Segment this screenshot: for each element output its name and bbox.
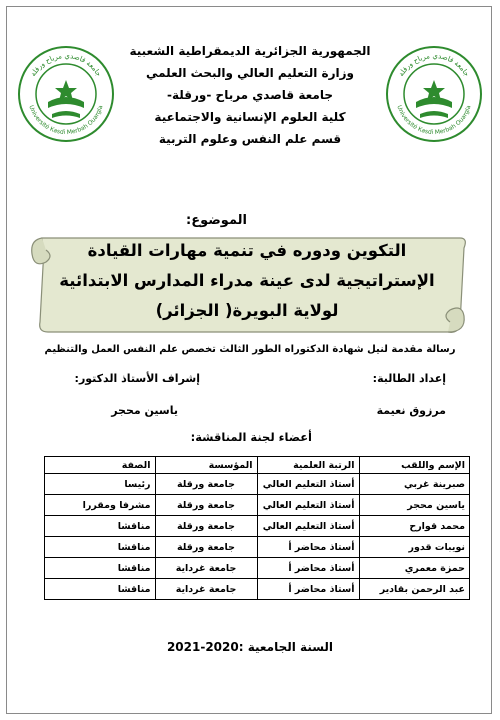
committee-table <box>44 456 470 600</box>
col-header-rank: الرتبة العلمية <box>257 457 359 474</box>
table-row <box>45 537 470 558</box>
member-role: مناقشا <box>45 516 156 537</box>
member-rank: أستاذ محاضر أ <box>257 558 359 579</box>
member-institution: جامعة ورقلة <box>155 516 257 537</box>
member-rank: أستاذ التعليم العالي <box>257 495 359 516</box>
committee-label: أعضاء لجنة المناقشة: <box>190 430 312 444</box>
member-name: حمزة معمري <box>359 558 470 579</box>
col-header-role: الصفة <box>45 457 156 474</box>
member-role: مناقشا <box>45 579 156 600</box>
member-rank: أستاذ التعليم العالي <box>257 516 359 537</box>
member-rank: أستاذ محاضر أ <box>257 579 359 600</box>
table-row <box>45 474 470 495</box>
member-institution: جامعة ورقلة <box>155 495 257 516</box>
table-row <box>45 579 470 600</box>
member-role: مناقشا <box>45 558 156 579</box>
logo-text-top: جامعة قاصدي مرباح ورقلة <box>29 51 103 78</box>
thesis-description: رسالة مقدمة لنيل شهادة الدكتوراه الطور الثالث تخصص علم النفس العمل والتنظيم <box>44 344 456 355</box>
member-rank: أستاذ التعليم العالي <box>257 474 359 495</box>
title-line-1: التكوين ودوره في تنمية مهارات القيادة <box>87 241 407 260</box>
member-name: صبرينة غربي <box>359 474 470 495</box>
header-line-ministry: وزارة التعليم العالي والبحث العلمي <box>145 66 355 80</box>
header-line-university: جامعة قاصدي مرباح -ورقلة- <box>167 88 333 102</box>
member-role: رئيسا <box>45 474 156 495</box>
subject-label: الموضوع: <box>186 213 247 228</box>
member-institution: جامعة ورقلة <box>155 537 257 558</box>
student-name: مرزوق نعيمة <box>376 404 446 417</box>
member-role: مناقشا <box>45 537 156 558</box>
header-line-department: قسم علم النفس وعلوم التربية <box>158 132 342 146</box>
member-institution: جامعة غرداية <box>155 558 257 579</box>
table-row <box>45 558 470 579</box>
table-row <box>45 516 470 537</box>
university-logo-left <box>16 44 116 144</box>
member-name: نويبات قدور <box>359 537 470 558</box>
table-row <box>45 495 470 516</box>
supervisor-name: ياسين محجر <box>111 404 178 417</box>
col-header-name: الإسم واللقب <box>359 457 470 474</box>
member-rank: أستاذ محاضر أ <box>257 537 359 558</box>
logo-text-bottom: Université Kasdi Merbah Ouargla <box>395 104 473 137</box>
col-header-institution: المؤسسة <box>155 457 257 474</box>
member-institution: جامعة ورقلة <box>155 474 257 495</box>
member-name: عبد الرحمن بقادير <box>359 579 470 600</box>
member-institution: جامعة غرداية <box>155 579 257 600</box>
logo-text-bottom: Université Kasdi Merbah Ouargla <box>27 104 105 137</box>
university-logo-right <box>384 44 484 144</box>
table-header-row <box>45 457 470 474</box>
supervisor-label: إشراف الأستاذ الدكتور: <box>74 372 200 385</box>
member-role: مشرفا ومقررا <box>45 495 156 516</box>
member-name: محمد قوارح <box>359 516 470 537</box>
title-line-3: لولاية البويرة( الجزائر) <box>155 301 339 320</box>
institution-header <box>110 40 390 150</box>
student-label: إعداد الطالبة: <box>372 372 446 385</box>
header-line-republic: الجمهورية الجزائرية الديمقراطية الشعبية <box>129 44 371 58</box>
member-name: ياسين محجر <box>359 495 470 516</box>
thesis-title <box>52 236 442 326</box>
academic-year: السنة الجامعية :2020-2021 <box>166 640 334 654</box>
logo-text-top: جامعة قاصدي مرباح ورقلة <box>397 51 471 78</box>
header-line-faculty: كلية العلوم الإنسانية والاجتماعية <box>154 110 346 124</box>
title-line-2: الإستراتيجية لدى عينة مدراء المدارس الابتدائية <box>59 271 435 290</box>
